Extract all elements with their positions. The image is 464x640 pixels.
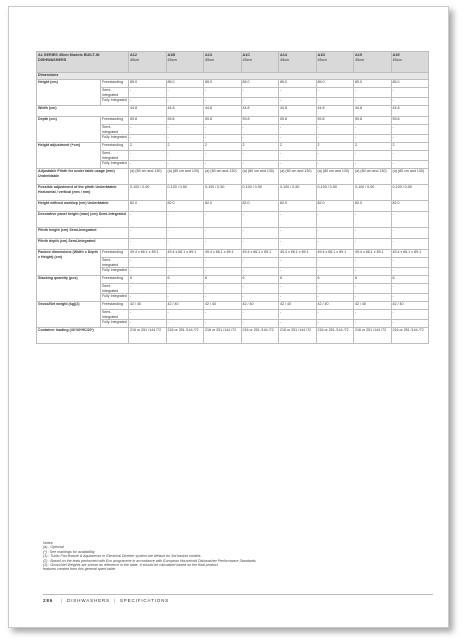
table-row (37, 185, 429, 201)
table-cell: - (391, 268, 429, 276)
row-label: Stacking quantity (pcs) (37, 276, 101, 302)
table-cell: 216 or 251 /144 /72 (391, 328, 429, 344)
table-cell: - (129, 98, 167, 106)
table-cell: 49.4 x 66.1 x 89.1 (316, 250, 354, 258)
table-cell: 6 (279, 276, 317, 284)
column-header: A1D 45cm (316, 52, 354, 73)
table-cell: - (129, 320, 167, 328)
table-cell: - (354, 212, 392, 228)
table-cell: - (166, 294, 204, 302)
table-cell: - (166, 310, 204, 320)
row-sublabel: Semi-Integrated (101, 284, 129, 294)
row-sublabel: Semi-Integrated (101, 258, 129, 268)
row-sublabel: Semi-Integrated (101, 88, 129, 98)
table-row (37, 80, 429, 88)
table-cell: 82.0 (129, 201, 167, 212)
table-cell: 82.0 (354, 201, 392, 212)
table-cell: - (354, 135, 392, 143)
row-sublabel: Freestanding (101, 276, 129, 284)
note-line: (1) : Turbo Fan feature & Aquasense or Electrical Diverter system are default for 3rd basket models. (43, 554, 202, 559)
table-cell: 44.8 (166, 106, 204, 117)
table-cell: - (129, 239, 167, 250)
table-cell: - (354, 310, 392, 320)
table-cell: 82.0 (391, 201, 429, 212)
table-cell: (a) (80 cm and 130) (354, 169, 392, 185)
table-cell: - (204, 135, 242, 143)
table-cell: 6 (204, 276, 242, 284)
table-cell: - (316, 258, 354, 268)
table-cell: 44.8 (241, 106, 279, 117)
table-cell: - (279, 212, 317, 228)
table-cell: - (204, 228, 242, 239)
row-sublabel: Semi-Integrated (101, 310, 129, 320)
table-cell: - (241, 135, 279, 143)
table-cell: (a) (80 cm and 130) (129, 169, 167, 185)
table-cell: - (391, 98, 429, 106)
table-cell: 85.0 (166, 80, 204, 88)
row-sublabel: Freestanding (101, 80, 129, 88)
table-cell: 42 / 40 (391, 302, 429, 310)
table-cell: 0-100 / 0-50 (241, 185, 279, 201)
table-cell: 49.4 x 66.1 x 89.1 (391, 250, 429, 258)
table-cell: - (279, 161, 317, 169)
table-cell: 59.8 (166, 117, 204, 125)
table-cell: - (316, 310, 354, 320)
table-cell: - (204, 239, 242, 250)
row-label: Height adjustment (+cm) (37, 143, 101, 169)
table-cell: 2 (354, 143, 392, 151)
table-cell: 44.8 (129, 106, 167, 117)
table-row (37, 328, 429, 344)
row-sublabel: Freestanding (101, 302, 129, 310)
table-cell: - (391, 228, 429, 239)
table-cell: 2 (391, 143, 429, 151)
column-header: A15 45cm (354, 52, 392, 73)
table-cell: - (129, 268, 167, 276)
table-cell: 2 (316, 143, 354, 151)
table-cell: - (204, 88, 242, 98)
notes-title: Notes: (43, 541, 54, 545)
table-cell: 85.0 (391, 80, 429, 88)
table-cell: - (204, 284, 242, 294)
table-cell: - (279, 268, 317, 276)
table-cell: - (241, 284, 279, 294)
table-cell: 82.0 (316, 201, 354, 212)
table-row (37, 239, 429, 250)
row-sublabel: Fully Integrated (101, 98, 129, 106)
table-cell: - (391, 294, 429, 302)
note-line: (*) : See markings for availability. (43, 549, 96, 554)
table-cell: - (241, 239, 279, 250)
table-cell: - (166, 125, 204, 135)
table-cell: - (279, 294, 317, 302)
table-cell: 6 (354, 276, 392, 284)
table-cell: (a) (80 cm and 130) (391, 169, 429, 185)
row-sublabel: Fully Integrated (101, 135, 129, 143)
table-cell: 0-100 / 0-50 (204, 185, 242, 201)
table-cell: 59.8 (354, 117, 392, 125)
table-cell: - (129, 151, 167, 161)
table-cell: 2 (241, 143, 279, 151)
table-cell: 42 / 40 (129, 302, 167, 310)
row-label: Width (cm) (37, 106, 129, 117)
table-cell: - (391, 239, 429, 250)
table-cell: - (316, 88, 354, 98)
table-cell: 59.8 (204, 117, 242, 125)
table-cell: - (354, 151, 392, 161)
table-cell: - (279, 135, 317, 143)
table-cell: 59.8 (279, 117, 317, 125)
table-cell: 0-100 / 0-50 (391, 185, 429, 201)
table-cell: - (354, 161, 392, 169)
table-cell: - (166, 98, 204, 106)
table-cell: 82.0 (204, 201, 242, 212)
table-row (37, 169, 429, 185)
table-cell: - (204, 320, 242, 328)
table-cell: - (129, 161, 167, 169)
table-cell: 44.8 (279, 106, 317, 117)
table-cell: - (166, 258, 204, 268)
table-cell: - (204, 161, 242, 169)
table-cell: - (391, 151, 429, 161)
table-cell: (a) (80 cm and 130) (316, 169, 354, 185)
table-cell: 216 or 251 /144 /72 (316, 328, 354, 344)
table-cell: - (354, 320, 392, 328)
document-page (8, 6, 449, 628)
row-label: Adjustable Plinth for under table usage (mm) Underbtable (37, 169, 129, 185)
table-cell: - (241, 88, 279, 98)
table-cell: - (241, 310, 279, 320)
table-cell: - (204, 125, 242, 135)
page-number: 286 (43, 598, 54, 603)
row-label: Gross/Net weight (kg)(2) (37, 302, 101, 328)
table-cell: - (204, 151, 242, 161)
table-cell: - (241, 212, 279, 228)
table-cell: 0-100 / 0-50 (166, 185, 204, 201)
table-cell: - (241, 161, 279, 169)
footer-separator: | (113, 598, 116, 603)
table-cell: 0-100 / 0-50 (129, 185, 167, 201)
row-sublabel: Semi-Integrated (101, 125, 129, 135)
table-cell: - (354, 239, 392, 250)
footer-section: DISHWASHERS (67, 598, 110, 603)
table-cell: - (204, 310, 242, 320)
table-cell: 216 or 251 /144 /72 (166, 328, 204, 344)
table-cell: 6 (129, 276, 167, 284)
table-cell: 216 or 251 /144 /72 (204, 328, 242, 344)
table-cell: 59.8 (391, 117, 429, 125)
table-cell: 6 (391, 276, 429, 284)
row-label: Plinth depth (cm) Semi-Integrated (37, 239, 129, 250)
table-cell: (a) (80 cm and 130) (279, 169, 317, 185)
table-cell: - (166, 135, 204, 143)
table-cell: 85.0 (279, 80, 317, 88)
table-cell: 216 or 251 /144 /72 (354, 328, 392, 344)
table-cell: - (166, 212, 204, 228)
note-line: features created from this general spect table. (43, 567, 117, 572)
table-cell: - (204, 98, 242, 106)
row-sublabel: Freestanding (101, 117, 129, 125)
table-cell: 59.8 (241, 117, 279, 125)
row-label: Possible adjustment of the plinth Underbtable Horizontal / vertical (mm / mm) (37, 185, 129, 201)
table-cell: - (129, 228, 167, 239)
footer-separator: | (61, 598, 64, 603)
table-cell: - (241, 151, 279, 161)
table-cell: - (129, 284, 167, 294)
table-cell: (a) (80 cm and 130) (166, 169, 204, 185)
table-cell: 0-100 / 0-50 (316, 185, 354, 201)
table-cell: - (316, 268, 354, 276)
table-cell: - (391, 310, 429, 320)
table-cell: 82.0 (166, 201, 204, 212)
table-row (37, 212, 429, 228)
table-cell: 44.8 (316, 106, 354, 117)
column-header: A1B 45cm (166, 52, 204, 73)
table-cell: - (279, 239, 317, 250)
table-cell: - (204, 268, 242, 276)
footer-subsection: SPECIFICATIONS (119, 598, 170, 603)
row-sublabel: Fully Integrated (101, 320, 129, 328)
table-cell: - (354, 258, 392, 268)
table-cell: - (391, 212, 429, 228)
table-cell: - (241, 320, 279, 328)
table-cell: - (391, 258, 429, 268)
table-cell: - (316, 320, 354, 328)
row-label: Packed dimensions (Width x Depth x Height) (cm) (37, 250, 101, 276)
table-row (37, 302, 429, 310)
note-line: (a) : Optional (43, 545, 64, 550)
table-cell: - (279, 310, 317, 320)
row-sublabel: Freestanding (101, 143, 129, 151)
table-cell: - (204, 258, 242, 268)
table-cell: 42 / 40 (279, 302, 317, 310)
table-cell: - (129, 294, 167, 302)
table-cell: 85.0 (241, 80, 279, 88)
table-cell: - (241, 258, 279, 268)
row-sublabel: Fully Integrated (101, 268, 129, 276)
table-row (37, 201, 429, 212)
table-cell: - (241, 294, 279, 302)
section-title: Dimensions (37, 73, 429, 80)
table-cell: 49.4 x 66.1 x 89.1 (204, 250, 242, 258)
table-cell: - (279, 258, 317, 268)
table-cell: - (166, 161, 204, 169)
table-cell: - (166, 268, 204, 276)
table-cell: - (241, 125, 279, 135)
table-cell: 216 or 251 /144 /72 (279, 328, 317, 344)
table-cell: 49.4 x 66.1 x 89.1 (354, 250, 392, 258)
table-cell: - (279, 88, 317, 98)
row-label: Plinth height (cm) Semi-Integrated (37, 228, 129, 239)
table-cell: 6 (316, 276, 354, 284)
column-header: A13 45cm (204, 52, 242, 73)
table-row (37, 276, 429, 284)
table-cell: 42 / 40 (354, 302, 392, 310)
table-cell: 59.8 (129, 117, 167, 125)
row-label: Container loading (40'/40'HC/20') (37, 328, 129, 344)
table-cell: 49.4 x 66.1 x 89.1 (166, 250, 204, 258)
table-cell: - (391, 320, 429, 328)
table-cell: - (316, 239, 354, 250)
table-cell: - (316, 135, 354, 143)
notes (43, 541, 363, 572)
table-cell: 59.8 (316, 117, 354, 125)
table-cell: - (129, 125, 167, 135)
table-cell: - (279, 151, 317, 161)
table-cell: 85.0 (204, 80, 242, 88)
table-cell: - (129, 88, 167, 98)
table-row (37, 143, 429, 151)
table-cell: - (166, 239, 204, 250)
table-cell: - (354, 294, 392, 302)
table-cell: - (354, 125, 392, 135)
spec-table (36, 51, 429, 344)
table-cell: - (166, 228, 204, 239)
table-cell: - (391, 125, 429, 135)
table-header-title: A1 SERIES 45cm Models BUILT-IN DISHWASHERS (37, 52, 129, 73)
table-cell: - (129, 310, 167, 320)
table-header-row (37, 52, 429, 73)
page-footer (43, 594, 433, 603)
table-cell: 216 or 251 /144 /72 (129, 328, 167, 344)
table-cell: 44.8 (391, 106, 429, 117)
table-cell: - (316, 212, 354, 228)
table-cell: 2 (129, 143, 167, 151)
table-cell: - (279, 125, 317, 135)
column-header: A12 45cm (129, 52, 167, 73)
table-cell: - (316, 294, 354, 302)
table-cell: - (316, 125, 354, 135)
section-row (37, 73, 429, 80)
table-cell: - (391, 161, 429, 169)
table-cell: - (129, 212, 167, 228)
table-cell: 6 (166, 276, 204, 284)
table-cell: 49.4 x 66.1 x 89.1 (279, 250, 317, 258)
row-label: Height (cm) (37, 80, 101, 106)
table-row (37, 106, 429, 117)
table-cell: (a) (80 cm and 130) (204, 169, 242, 185)
table-cell: 0-100 / 0-50 (279, 185, 317, 201)
note-line: (2) : Based on the tests performed with Eco programme in accordance with European Household Dishwasher Performance Standards (43, 558, 256, 563)
row-label: Decorative panel height (max) (cm) Semi-Integrated (37, 212, 129, 228)
table-cell: - (391, 88, 429, 98)
table-cell: 85.0 (129, 80, 167, 88)
table-cell: 49.4 x 66.1 x 89.1 (129, 250, 167, 258)
table-cell: 2 (279, 143, 317, 151)
column-header: A1E 45cm (391, 52, 429, 73)
column-header: A1C 45cm (241, 52, 279, 73)
table-cell: - (391, 135, 429, 143)
table-cell: - (354, 284, 392, 294)
table-cell: - (354, 228, 392, 239)
table-cell: 85.0 (316, 80, 354, 88)
table-cell: - (279, 284, 317, 294)
table-row (37, 117, 429, 125)
table-cell: (a) (80 cm and 130) (241, 169, 279, 185)
table-cell: - (279, 228, 317, 239)
table-cell: - (279, 98, 317, 106)
table-cell: 2 (204, 143, 242, 151)
table-cell: - (241, 228, 279, 239)
table-cell: - (354, 98, 392, 106)
table-cell: - (204, 212, 242, 228)
table-cell: - (129, 135, 167, 143)
table-cell: 42 / 40 (241, 302, 279, 310)
row-sublabel: Fully Integrated (101, 161, 129, 169)
table-cell: - (204, 294, 242, 302)
table-cell: - (129, 258, 167, 268)
row-sublabel: Freestanding (101, 250, 129, 258)
table-row (37, 228, 429, 239)
table-cell: - (241, 98, 279, 106)
column-header: A14 45cm (279, 52, 317, 73)
table-cell: - (279, 320, 317, 328)
table-row (37, 250, 429, 258)
table-cell: 216 or 251 /144 /72 (241, 328, 279, 344)
table-cell: - (166, 320, 204, 328)
table-cell: - (166, 151, 204, 161)
table-cell: - (241, 268, 279, 276)
table-cell: - (166, 88, 204, 98)
table-cell: 82.0 (241, 201, 279, 212)
table-cell: 42 / 40 (316, 302, 354, 310)
table-cell: - (391, 284, 429, 294)
table-cell: 85.0 (354, 80, 392, 88)
table-cell: - (316, 284, 354, 294)
table-cell: - (316, 151, 354, 161)
table-cell: 44.8 (204, 106, 242, 117)
table-cell: - (316, 161, 354, 169)
table-cell: - (354, 88, 392, 98)
row-sublabel: Semi-Integrated (101, 151, 129, 161)
table-cell: - (354, 268, 392, 276)
table-cell: - (316, 228, 354, 239)
table-cell: 6 (241, 276, 279, 284)
table-cell: - (316, 98, 354, 106)
row-label: Depth (cm) (37, 117, 101, 143)
table-cell: - (166, 284, 204, 294)
table-cell: 42 / 40 (166, 302, 204, 310)
table-cell: 0-100 / 0-50 (354, 185, 392, 201)
row-label: Height without worktop (cm) Underbtable (37, 201, 129, 212)
table-cell: 42 / 40 (204, 302, 242, 310)
row-sublabel: Fully Integrated (101, 294, 129, 302)
table-cell: 82.0 (279, 201, 317, 212)
table-cell: 44.8 (354, 106, 392, 117)
table-cell: 2 (166, 143, 204, 151)
table-cell: 49.4 x 66.1 x 89.1 (241, 250, 279, 258)
note-line: (3) : Gross/Net Weights are shown as reference in the table. It should be calculated based on the final product (43, 563, 218, 568)
